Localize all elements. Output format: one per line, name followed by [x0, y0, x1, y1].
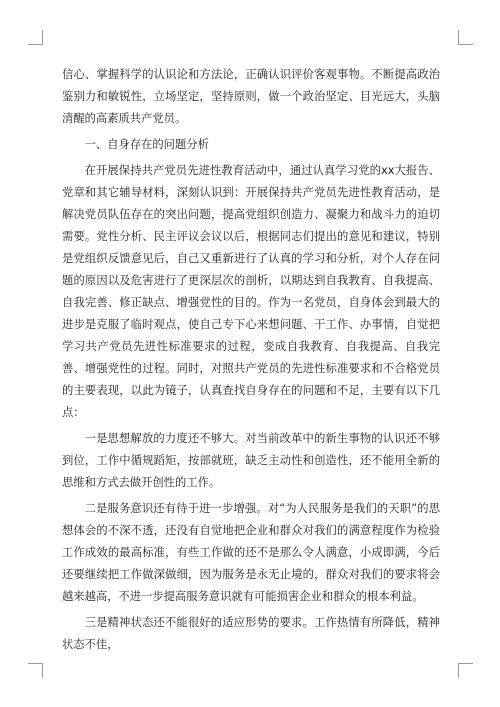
crop-mark-bottom-left	[28, 663, 43, 678]
paragraph-issue-3: 三是精神状态还不能很好的适应形势的要求。工作热情有所降低，精神状态不佳，	[62, 616, 440, 651]
paragraph-intro: 在开展保持共产党员先进性教育活动中，通过认真学习党的xx大报告、党章和其它辅导材料，深刻认识到：开展保持共产党员先进性教育活动，是解决党员队伍存在的突出问题，提高党组织创造力、凝聚力和战斗力的迫切需要。党性分析、民主评议会议以后，根据同志们提出的意见和建议，特别是党组织反馈意见后，自己又重新进行了认真的学习和分析，对个人存在问题的原因以及危害进行了更深层次的剖析，以期达到自我教育、自我提高、自我完善、修正缺点、增强党性的目的。作为一名党员，自身体会到最大的进步是克服了临时观点，使自己专下心来想问题、干工作、办事情，自觉把学习共产党员先进性标准要求的过程，变成自我教育、自我提高、自我完善、增强党性的过程。同时，对照共产党员的先进性标准要求和不合格党员的主要表现，以此为镜子，认真查找自身存在的问题和不足，主要有以下几点：	[62, 164, 440, 419]
paragraph-continuation: 信心、掌握科学的认识论和方法论，正确认识评价客观事物。不断提高政治鉴别力和敏锐性，立场坚定，坚持原则，做一个政治坚定、目光远大，头脑清醒的高素质共产党员。	[62, 68, 440, 125]
crop-mark-top-right	[458, 30, 473, 45]
crop-mark-bottom-right	[458, 663, 473, 678]
paragraph-issue-2: 二是服务意识还有待于进一步增强。对“为人民服务是我们的天职”的思想体会的不深不透，还没有自觉地把企业和群众对我们的满意程度作为检验工作成效的最高标准，有些工作做的还不是那么令人满意，小成即满，今后还要继续把工作做深做细，因为服务是永无止境的，群众对我们的要求将会越来越高，不进一步提高服务意识就有可能损害企业和群众的根本利益。	[62, 502, 440, 603]
paragraph-issue-1: 一是思想解放的力度还不够大。对当前改革中的新生事物的认识还不够到位，工作中循规蹈矩，按部就班，缺乏主动性和创造性，还不能用全新的思维和方式去做开创性的工作。	[62, 432, 440, 489]
document-body	[62, 64, 440, 660]
section-heading: 一、自身存在的问题分析	[84, 138, 209, 151]
crop-mark-top-left	[28, 30, 43, 45]
